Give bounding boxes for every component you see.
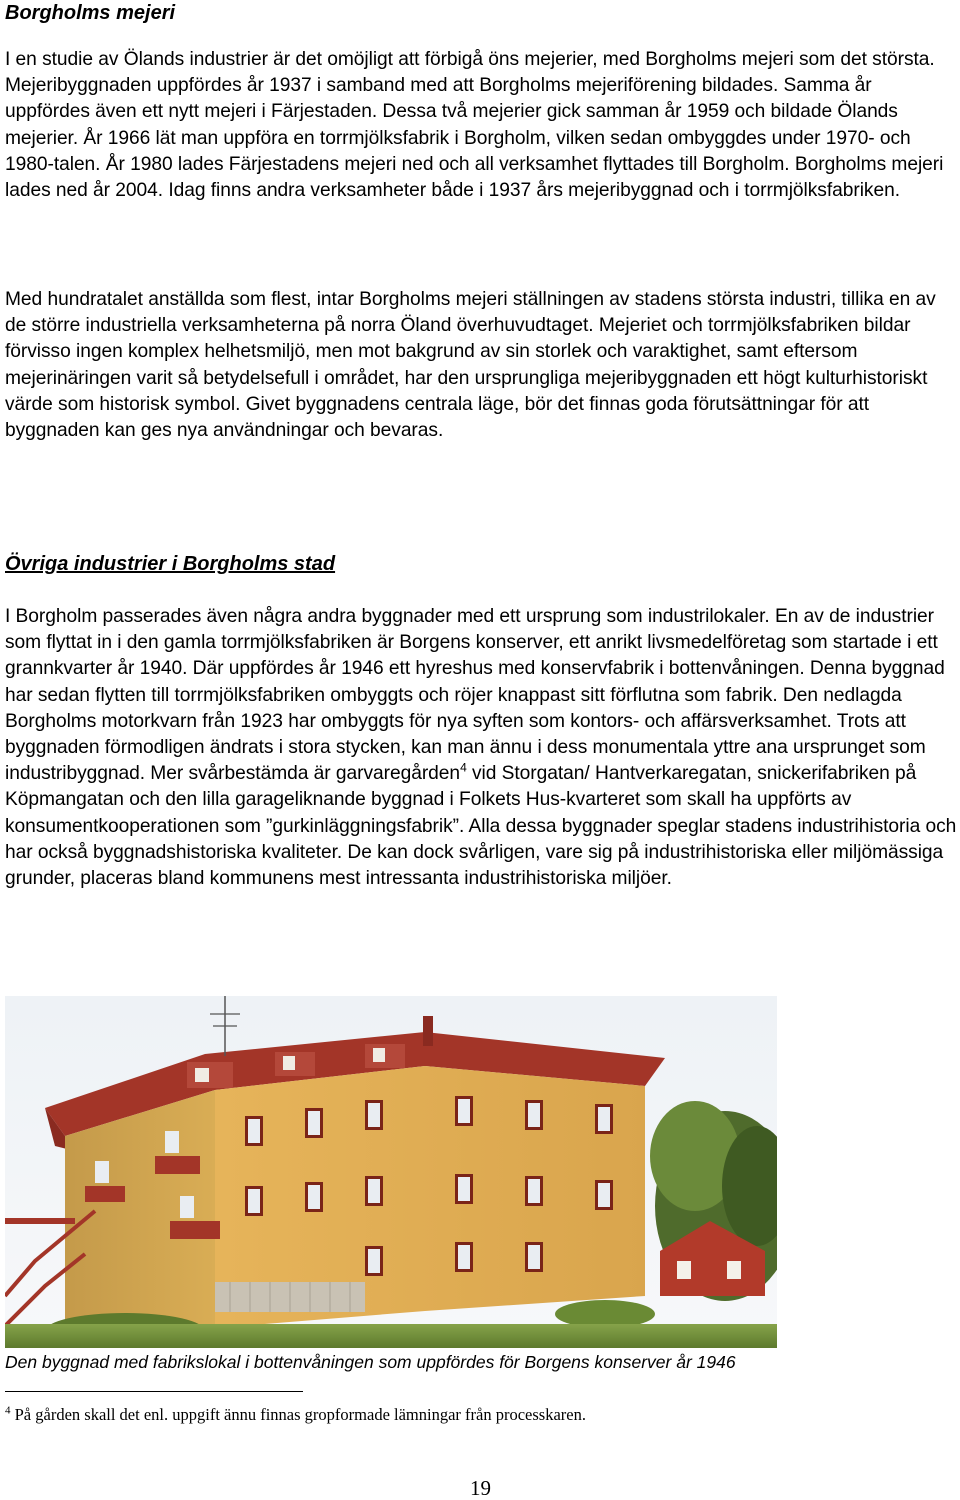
paragraph-text-part1: I Borgholm passerades även några andra byggnader med ett ursprung som industrilokaler. En av de industrier som flyttat in i den gamla torrmjölksfabriken är Borgens konserver, ett anrikt livsmedelföretag som startade i ett grannkvarter år 1940. Där uppfördes år 1946 ett hyreshus med konservfabrik i bottenvåningen. Denna byggnad har sedan flytten till torrmjölksfabriken ombyggts och röjer knappast sitt förflutna som fabrik. Den nedlagda Borgholms motorkvarn från 1923 har ombyggts för nya syften som kontors- och affärsverksamhet. Trots att byggnaden förmodligen ändrats i stora stycken, kan man ännu i dess monumentala yttre ana ursprunget som industribyggnad. Mer svårbestämda är garvaregården	[5, 606, 945, 785]
paragraph-significance: Med hundratalet anställda som flest, intar Borgholms mejeri ställningen av stadens största industri, tillika en av de större industriella verksamheterna på norra Öland överhuvudtaget. Mejeriet och torrmjölksfabriken bildar förvisso ingen komplex helhetsmiljö, men mot bakgrund av sin storlek och varaktighet, samt eftersom mejerinäringen varit så betydelsefull i området, har den ursprungliga mejeribyggnaden ett högt kulturhistoriskt värde som historisk symbol. Givet byggnadens centrala läge, bör det finnas goda förutsättningar för att byggnaden kan ges nya användningar och bevaras.	[5, 289, 936, 442]
paragraph-text-part2: vid Storgatan/ Hantverkaregatan, snickerifabriken på Köpmangatan och den lilla garageliknande byggnad i Folkets Hus-kvarteret som skall ha uppförts av konsumentkooperationen som ”gurkinläggningsfabrik”. Alla dessa byggnader speglar stadens industrihistoria och har också byggnadshistoriska kvaliteter. De kan dock svårligen, vare sig på industrihistoriska eller miljömässiga grunder, placeras bland kommunens mest intressanta industrihistoriska miljöer.	[5, 763, 957, 890]
section-heading-ovriga-industrier: Övriga industrier i Borgholms stad	[5, 553, 336, 575]
footnote-number: 4	[5, 1404, 11, 1417]
section-heading-borgholms-mejeri: Borgholms mejeri	[5, 2, 176, 24]
footnote	[5, 1404, 586, 1426]
footnote-reference[interactable]: 4	[460, 760, 467, 775]
paragraph-history: I en studie av Ölands industrier är det omöjligt att förbigå öns mejerier, med Borgholms mejeri som det största. Mejeribyggnaden uppfördes år 1937 i samband med att Borgholms mejeriförening bildades. Samma år uppfördes även ett nytt mejeri i Färjestaden. Dessa två mejerier gick samman år 1959 och bildade Ölands mejerier. År 1966 lät man uppföra en torrmjölksfabrik i Borgholm, vilken sedan ombyggdes under 1970- och 1980-talen. År 1980 lades Färjestadens mejeri ned och all verksamhet flyttades till Borgholm. Borgholms mejeri lades ned år 2004. Idag finns andra verksamheter både i 1937 års mejeribyggnad och i torrmjölksfabriken.	[5, 49, 944, 202]
footnote-text: På gården skall det enl. uppgift ännu finnas gropformade lämningar från processkaren.	[10, 1405, 586, 1424]
footnote-divider	[5, 1391, 303, 1392]
figure-caption: Den byggnad med fabrikslokal i bottenvåningen som uppfördes för Borgens konserver år 1946	[5, 1352, 736, 1372]
building-photo-illustration	[5, 996, 777, 1348]
paragraph-other-industries	[5, 604, 960, 892]
page-number: 19	[470, 1476, 491, 1500]
building-photo	[5, 996, 777, 1348]
